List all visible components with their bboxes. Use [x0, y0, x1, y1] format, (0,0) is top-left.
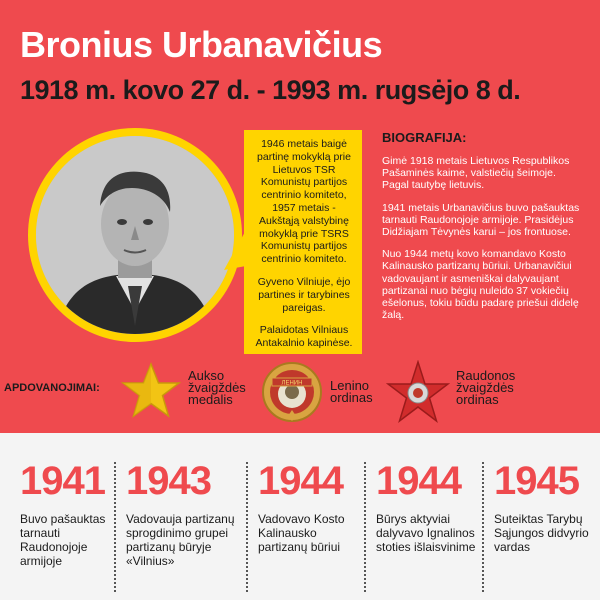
award-name-red-star-order: Raudonos žvaigždės ordinas — [456, 368, 516, 407]
timeline-year: 1944 — [376, 459, 461, 503]
quote-bubble — [244, 130, 362, 354]
biography-title: BIOGRAFIJA: — [382, 130, 467, 145]
timeline-divider — [114, 462, 116, 592]
person-name: Bronius Urbanavičius — [20, 24, 383, 65]
timeline-description: Būrys aktyviai dalyvavo Ignalinos stoties išlaisvinime — [376, 512, 476, 554]
timeline-item — [20, 458, 110, 568]
lenin-order-icon — [260, 358, 324, 424]
timeline-divider — [246, 462, 248, 592]
timeline-year: 1943 — [126, 459, 211, 503]
award-name-lenin-order: Lenino ordinas — [330, 378, 373, 405]
timeline-item — [258, 458, 358, 554]
timeline-description: Vadovavo Kosto Kalinausko partizanų būriui — [258, 512, 345, 554]
bio-paragraph: 1941 metais Urbanavičius buvo pašauktas tarnauti Raudonojoje armijoje. Prasidėjus Didžiajam Tėvynės karui – jos frontuose. — [382, 201, 580, 239]
awards-label: APDOVANOJIMAI: — [4, 382, 100, 394]
portrait-frame — [28, 128, 242, 342]
lenin-badge-text: ЛЕНИН — [281, 380, 303, 387]
bio-paragraph: Nuo 1944 metų kovo komandavo Kosto Kalinausko partizanų būriui. Urbanavičiui vadovaujant ir asmeniškai dalyvaujant partizanai nuo bėgių nuleido 37 vokiečių ešelonus, tokiu būdu padarę priešui didelę žalą. — [382, 248, 579, 322]
biography-text — [382, 155, 582, 331]
timeline-year: 1944 — [258, 459, 343, 503]
timeline-divider — [482, 462, 484, 592]
portrait-photo — [36, 136, 234, 334]
timeline-item — [126, 458, 244, 568]
timeline-year: 1941 — [20, 459, 105, 503]
portrait-illustration — [36, 136, 234, 334]
timeline-item — [376, 458, 476, 554]
quote-paragraph: 1946 metais baigė partinę mokyklą prie Lietuvos TSR Komunistų partijos centrinio komiteto, 1957 metais - Aukštąją valstybinę mokyklą prie TSRS Komunistų partijos centrinio komiteto. — [257, 138, 351, 266]
timeline-description: Suteiktas Tarybų Sąjungos didvyrio vardas — [494, 512, 589, 554]
timeline-year: 1945 — [494, 459, 579, 503]
gold-star-icon — [120, 360, 182, 422]
timeline-description: Vadovauja partizanų sprogdinimo grupei partizanų būryje «Vilnius» — [126, 512, 235, 568]
bio-paragraph: Gimė 1918 metais Lietuvos Respublikos Pašaminės kaime, valstiečių šeimoje. Pagal tautybę lietuvis. — [382, 155, 570, 192]
quote-paragraph: Palaidotas Vilniaus Antakalnio kapinėse. — [255, 324, 353, 350]
red-star-order-icon — [386, 360, 450, 424]
timeline-divider — [364, 462, 366, 592]
life-dates: 1918 m. kovo 27 d. - 1993 m. rugsėjo 8 d. — [20, 75, 521, 105]
timeline-item — [494, 458, 594, 554]
quote-paragraph: Gyveno Vilniuje, ėjo partines ir tarybines pareigas. — [257, 275, 351, 314]
award-name-gold-star: Aukso žvaigždės medalis — [188, 368, 246, 407]
timeline-description: Buvo pašauktas tarnauti Raudonojoje armijoje — [20, 512, 106, 568]
